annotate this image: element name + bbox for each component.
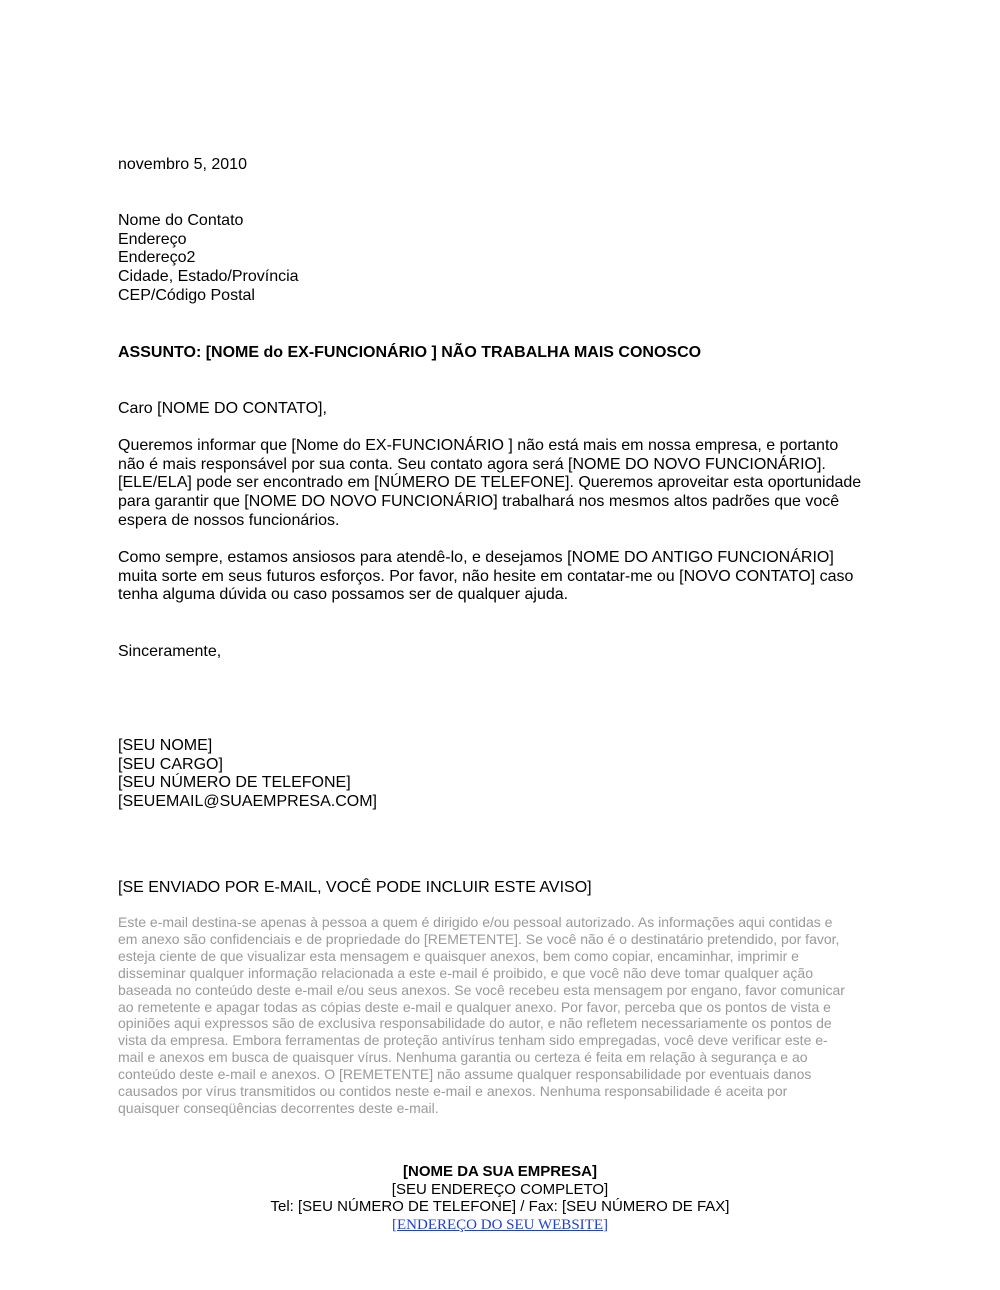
disclaimer-line: esteja ciente de que visualizar esta mensagem e quaisquer anexos, bem como copiar, encaminhar, imprimir e — [118, 947, 799, 964]
salutation-text: Caro [NOME DO CONTATO], — [118, 400, 327, 417]
closing-text: Sinceramente, — [118, 643, 222, 660]
paragraph-line: tenha alguma dúvida ou caso possamos ser de qualquer ajuda. — [118, 586, 569, 604]
paragraph-line: muita sorte em seus futuros esforços. Por favor, não hesite em contatar-me ou [NOVO CONTATO] caso — [118, 567, 854, 585]
footer-website-link[interactable]: [ENDEREÇO DO SEU WEBSITE] — [392, 1216, 608, 1233]
footer-company-name: [NOME DA SUA EMPRESA] — [403, 1163, 597, 1180]
disclaimer-line: ao remetente e apagar todas as cópias deste e-mail e qualquer anexo. Por favor, perceba que os pontos de vista e — [118, 998, 831, 1015]
closing — [118, 643, 888, 662]
body-paragraph-1 — [118, 437, 888, 531]
salutation — [118, 400, 888, 419]
disclaimer-line: em anexo são confidenciais e de propriedade do [REMETENTE]. Se você não é o destinatário pretendido, por favor, — [118, 930, 840, 947]
footer-address: [SEU ENDEREÇO COMPLETO] — [391, 1180, 609, 1198]
paragraph-line: [ELE/ELA] pode ser encontrado em [NÚMERO DE TELEFONE]. Queremos aproveitar esta oportunidade — [118, 474, 862, 492]
recipient-city-state: Cidade, Estado/Província — [118, 268, 299, 286]
subject-line — [118, 344, 888, 363]
disclaimer-line: disseminar qualquer informação relacionada a este e-mail é proibido, e que você não deve tomar qualquer ação — [118, 964, 813, 981]
email-notice-text: [SE ENVIADO POR E-MAIL, VOCÊ PODE INCLUIR ESTE AVISO] — [118, 879, 592, 896]
footer-contact: Tel: [SEU NÚMERO DE TELEFONE] / Fax: [SEU NÚMERO DE FAX] — [270, 1198, 730, 1215]
subject-text: ASSUNTO: [NOME do EX-FUNCIONÁRIO ] NÃO TRABALHA MAIS CONOSCO — [118, 344, 702, 361]
recipient-name: Nome do Contato — [118, 212, 244, 229]
email-notice-heading — [118, 879, 888, 898]
disclaimer-line: opiniões aqui expressos são de exclusiva responsabilidade do autor, e não refletem necessariamente os pontos de — [118, 1015, 832, 1032]
body-paragraph-2 — [118, 549, 888, 605]
paragraph-line: Como sempre, estamos ansiosos para atendê-lo, e desejamos [NOME DO ANTIGO FUNCIONÁRIO] — [118, 549, 834, 566]
disclaimer-line: quaisquer conseqüências decorrentes deste e-mail. — [118, 1099, 439, 1116]
paragraph-line: para garantir que [NOME DO NOVO FUNCIONÁRIO] trabalhará nos mesmos altos padrões que você — [118, 493, 840, 511]
signature-name: [SEU NOME] — [118, 737, 213, 754]
disclaimer-line: conteúdo deste e-mail e anexos. O [REMETENTE] não assume qualquer responsabilidade por eventuais danos — [118, 1066, 812, 1083]
letter-date — [118, 156, 888, 175]
paragraph-line: Queremos informar que [Nome do EX-FUNCIONÁRIO ] não está mais em nossa empresa, e portanto — [118, 437, 839, 454]
disclaimer-line: mail e anexos em busca de quaisquer vírus. Nenhuma garantia ou certeza é feita em relação à segurança e ao — [118, 1049, 808, 1066]
signature-block — [118, 737, 888, 812]
recipient-address-line2: Endereço2 — [118, 249, 196, 267]
company-footer — [0, 1163, 1000, 1234]
signature-email: [SEUEMAIL@SUAEMPRESA.COM] — [118, 793, 377, 811]
signature-title: [SEU CARGO] — [118, 755, 223, 773]
disclaimer-line: causados por vírus transmitidos ou contidos neste e-mail e anexos. Nenhuma responsabilidade é aceita por — [118, 1083, 788, 1100]
disclaimer-line: Este e-mail destina-se apenas à pessoa a quem é dirigido e/ou pessoal autorizado. As informações aqui contidas e — [118, 914, 833, 930]
signature-phone: [SEU NÚMERO DE TELEFONE] — [118, 774, 351, 792]
recipient-address-line1: Endereço — [118, 230, 187, 248]
disclaimer-line: vista da empresa. Embora ferramentas de proteção antivírus tenham sido empregadas, você deve verificar este e- — [118, 1032, 828, 1049]
paragraph-line: não é mais responsável por sua conta. Seu contato agora será [NOME DO NOVO FUNCIONÁRIO]. — [118, 455, 826, 473]
email-disclaimer — [118, 914, 888, 1117]
recipient-postal-code: CEP/Código Postal — [118, 286, 255, 304]
recipient-address — [118, 212, 888, 306]
date-text: novembro 5, 2010 — [118, 156, 247, 173]
paragraph-line: espera de nossos funcionários. — [118, 511, 340, 529]
disclaimer-line: baseada no conteúdo deste e-mail e/ou seus anexos. Se você recebeu esta mensagem por engano, favor comunicar — [118, 981, 845, 998]
